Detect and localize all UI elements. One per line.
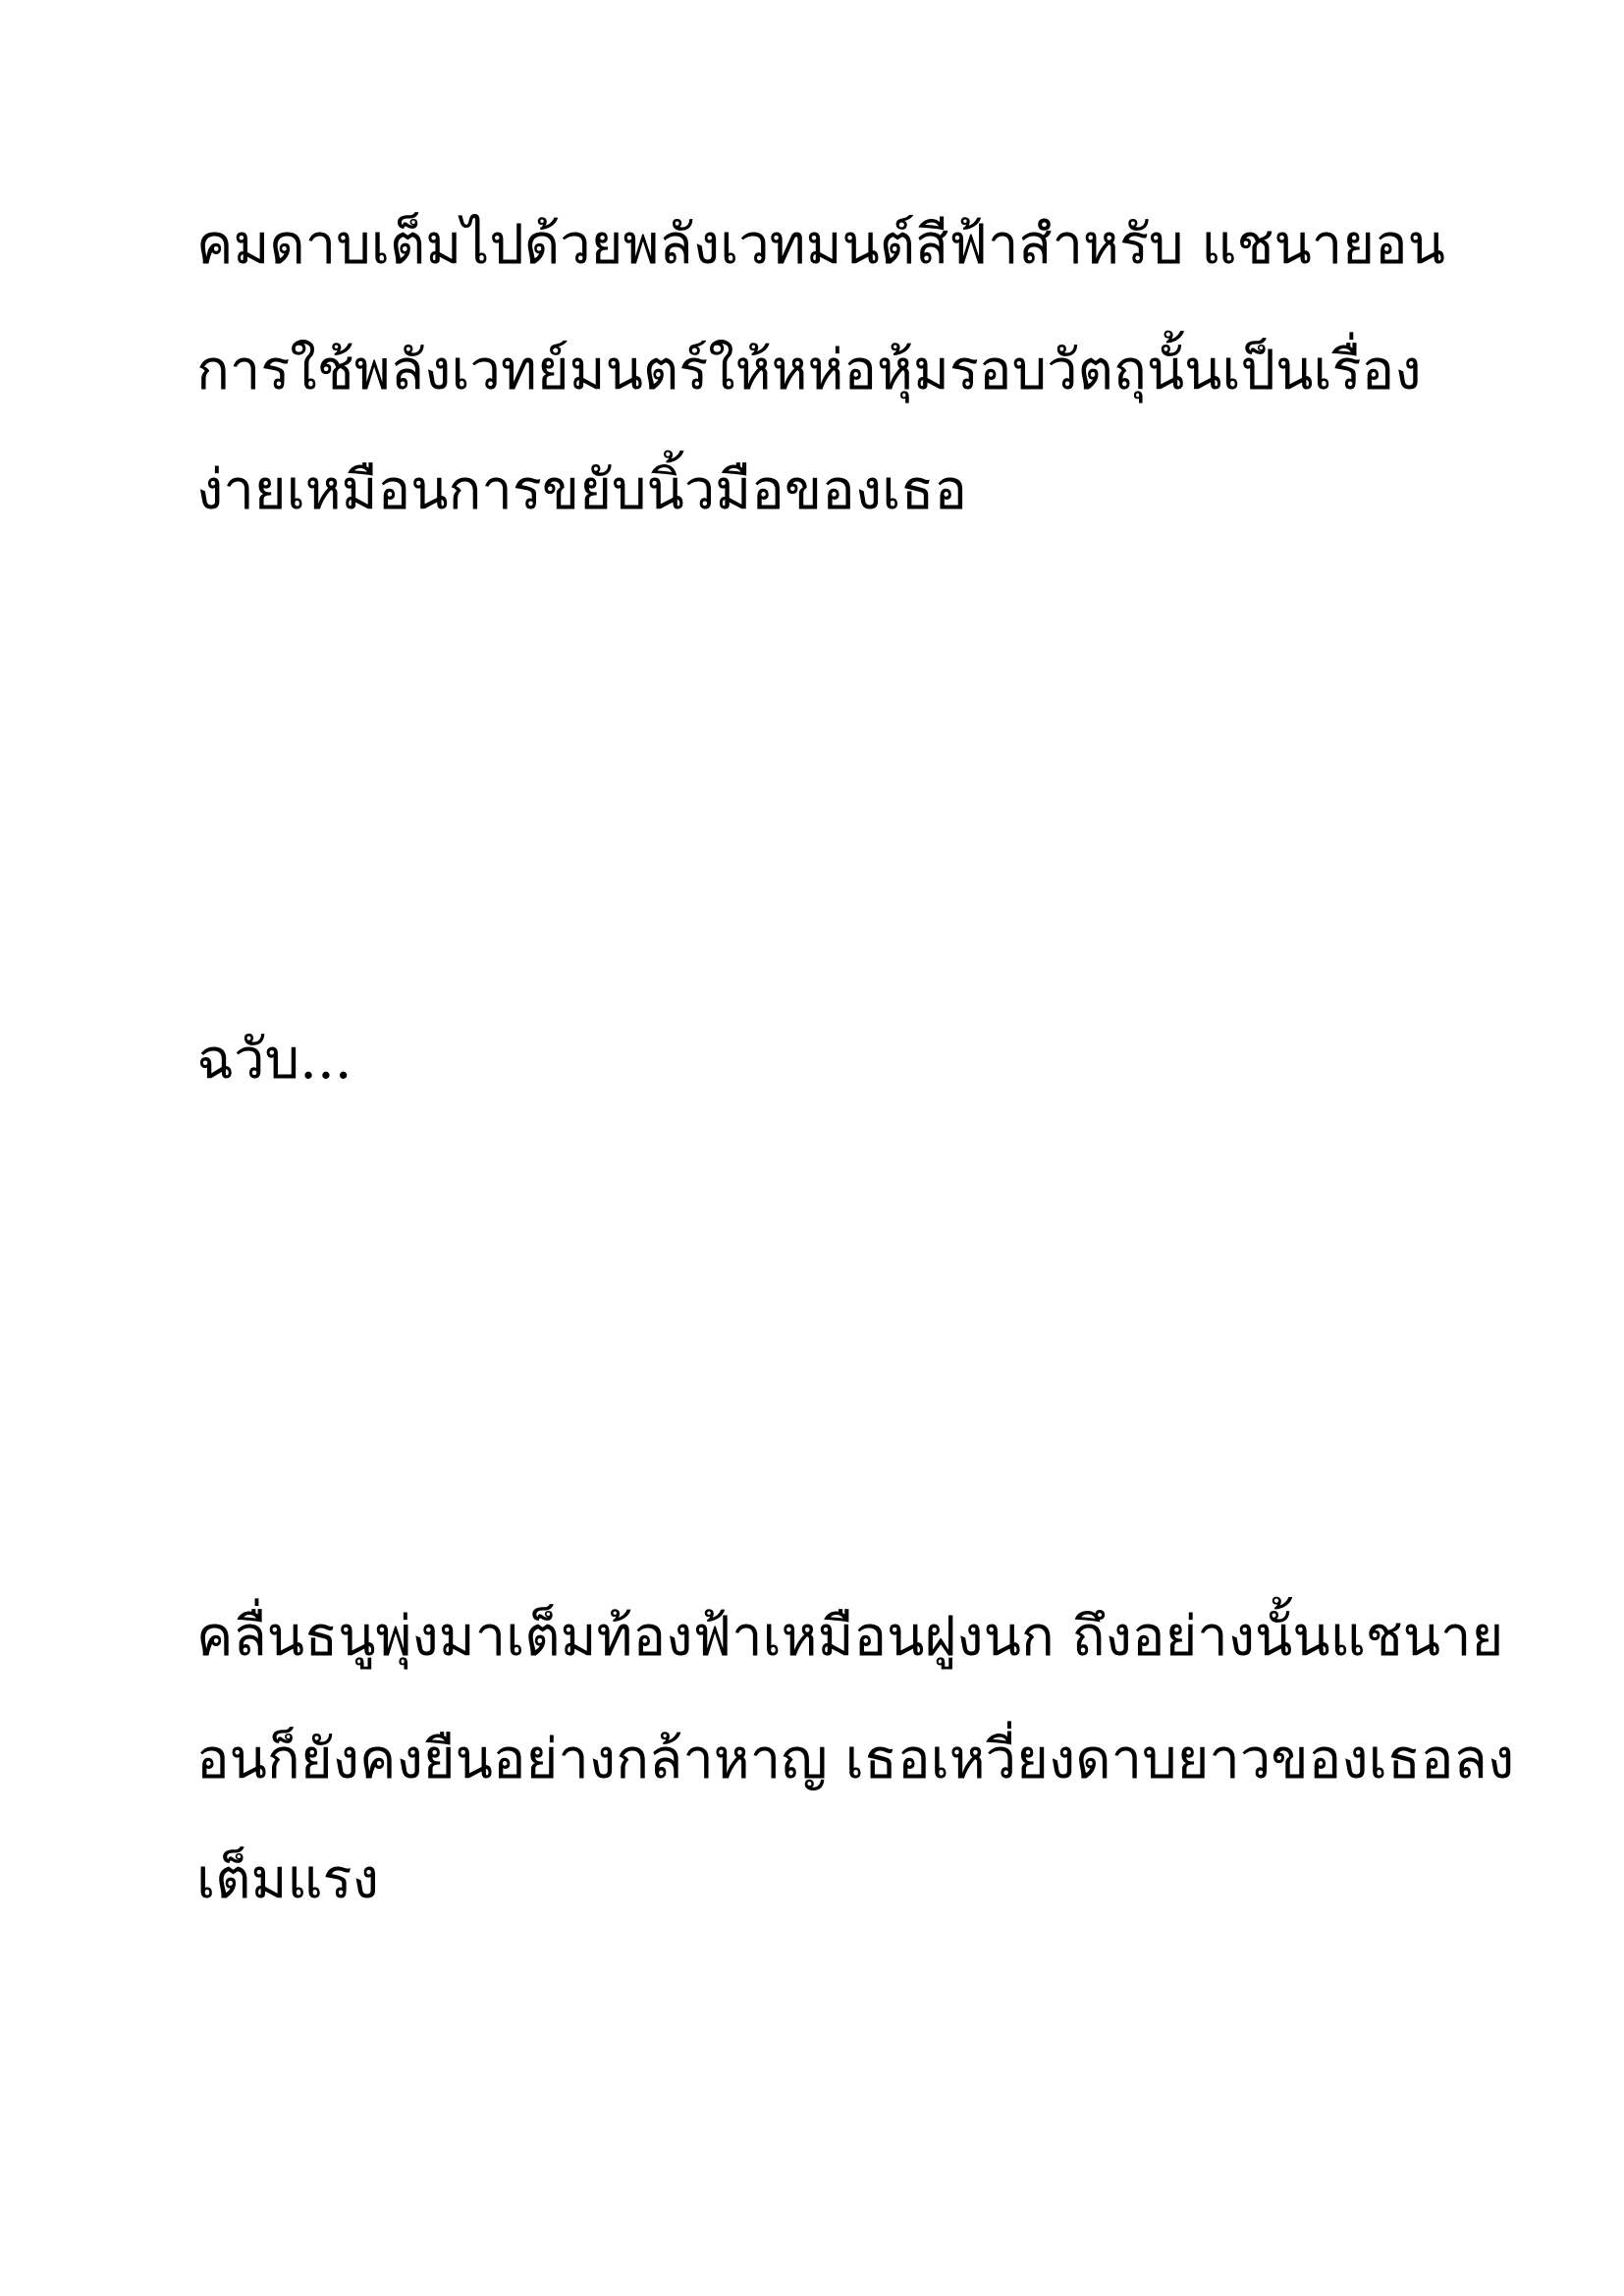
paragraph-1-line-3: ง่ายเหมือนการขยับนิ้วมือของเธอ (196, 458, 968, 522)
paragraph-3-line-2: อนก็ยังคงยืนอย่างกล้าหาญ เธอเหวี่ยงดาบยาวของเธอลง (196, 1728, 1515, 1791)
paragraph-2-line-1: ฉวับ... (196, 1028, 352, 1092)
paragraph-3-line-3: เต็มแรง (196, 1847, 379, 1911)
paragraph-1-line-1: คมดาบเต็มไปด้วยพลังเวทมนต์สีฟ้าสำหรับ แชนายอน (196, 213, 1445, 277)
paragraph-3-line-1: คลื่นธนูพุ่งมาเต็มท้องฟ้าเหมือนฝูงนก ถึงอย่างนั้นแชนาย (196, 1605, 1504, 1669)
paragraph-1-line-2: การใช้พลังเวทย์มนตร์ให้หห่อหุ้มรอบวัตถุนั้นเป็นเรื่อง (196, 339, 1422, 402)
